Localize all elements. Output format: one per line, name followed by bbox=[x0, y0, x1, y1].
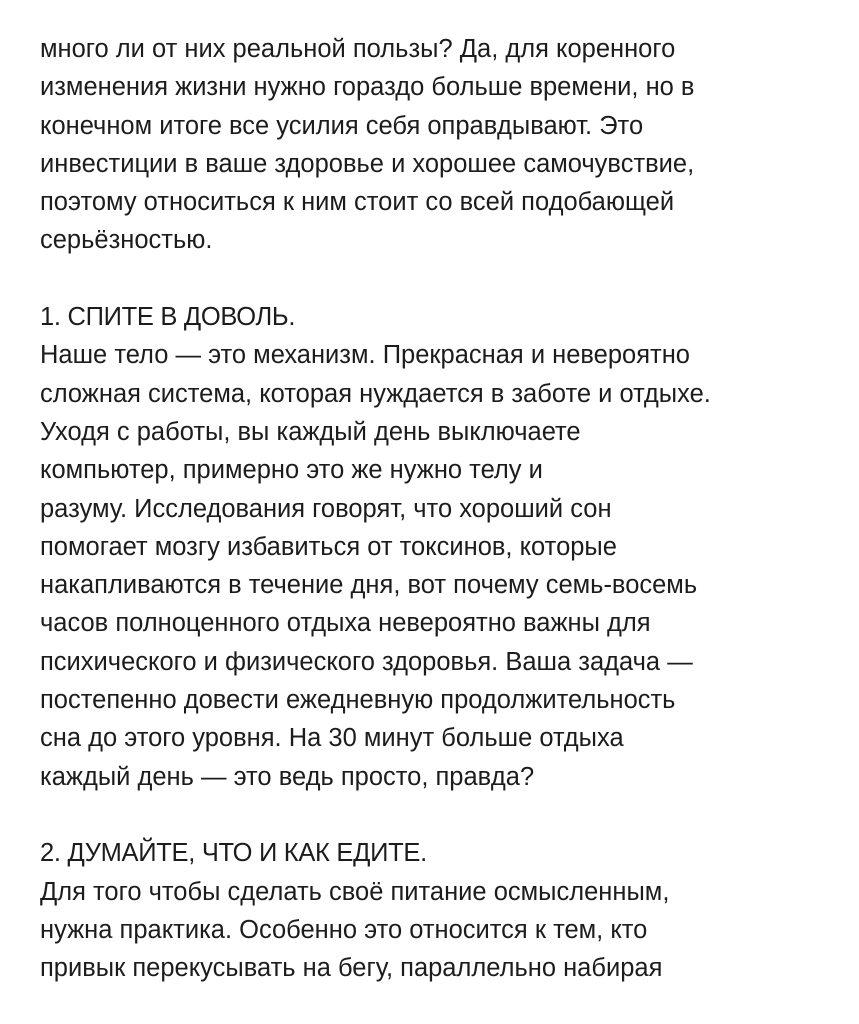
text-line: много ли от них реальной пользы? Да, для коренного bbox=[40, 35, 676, 63]
paragraph-gap bbox=[40, 260, 820, 298]
intro-paragraph bbox=[40, 30, 820, 260]
section-heading: 2. ДУМАЙТЕ, ЧТО И КАК ЕДИТЕ. bbox=[40, 839, 427, 868]
text-line: разуму. Исследования говорят, что хороший сон bbox=[40, 494, 612, 523]
text-line: поэтому относиться к ним стоит со всей подобающей bbox=[40, 188, 675, 217]
section-sleep bbox=[40, 298, 820, 796]
text-line: Уходя с работы, вы каждый день выключаете bbox=[40, 417, 581, 446]
text-line: сна до этого уровня. На 30 минут больше отдыха bbox=[40, 724, 624, 753]
text-line: каждый день — это ведь просто, правда? bbox=[40, 762, 535, 791]
text-line: помогает мозгу избавиться от токсинов, которые bbox=[40, 532, 617, 561]
text-line: Наше тело — это механизм. Прекрасная и невероятно bbox=[40, 341, 690, 370]
text-line: нужна практика. Особенно это относится к тем, кто bbox=[40, 915, 648, 944]
text-line: серьёзностью. bbox=[40, 226, 213, 255]
text-line: компьютер, примерно это же нужно телу и bbox=[40, 456, 543, 485]
paragraph-gap bbox=[40, 796, 820, 834]
text-line: сложная система, которая нуждается в заботе и отдыхе. bbox=[40, 379, 711, 408]
article-text bbox=[40, 30, 820, 987]
text-line: постепенно довести ежедневную продолжительность bbox=[40, 686, 676, 715]
text-line: часов полноценного отдыха невероятно важны для bbox=[40, 609, 651, 638]
text-line: Для того чтобы сделать своё питание осмысленным, bbox=[40, 877, 670, 906]
section-heading: 1. СПИТЕ В ДОВОЛЬ. bbox=[40, 303, 296, 332]
text-line: привык перекусывать на бегу, параллельно набирая bbox=[40, 954, 663, 983]
text-line: накапливаются в течение дня, вот почему семь-восемь bbox=[40, 571, 698, 600]
section-food bbox=[40, 834, 820, 987]
text-line: инвестиции в ваше здоровье и хорошее самочувствие, bbox=[40, 149, 695, 178]
text-line: конечном итоге все усилия себя оправдывают. Это bbox=[40, 111, 644, 140]
text-line: изменения жизни нужно гораздо больше времени, но в bbox=[40, 73, 695, 102]
text-line: психического и физического здоровья. Ваша задача — bbox=[40, 647, 693, 676]
